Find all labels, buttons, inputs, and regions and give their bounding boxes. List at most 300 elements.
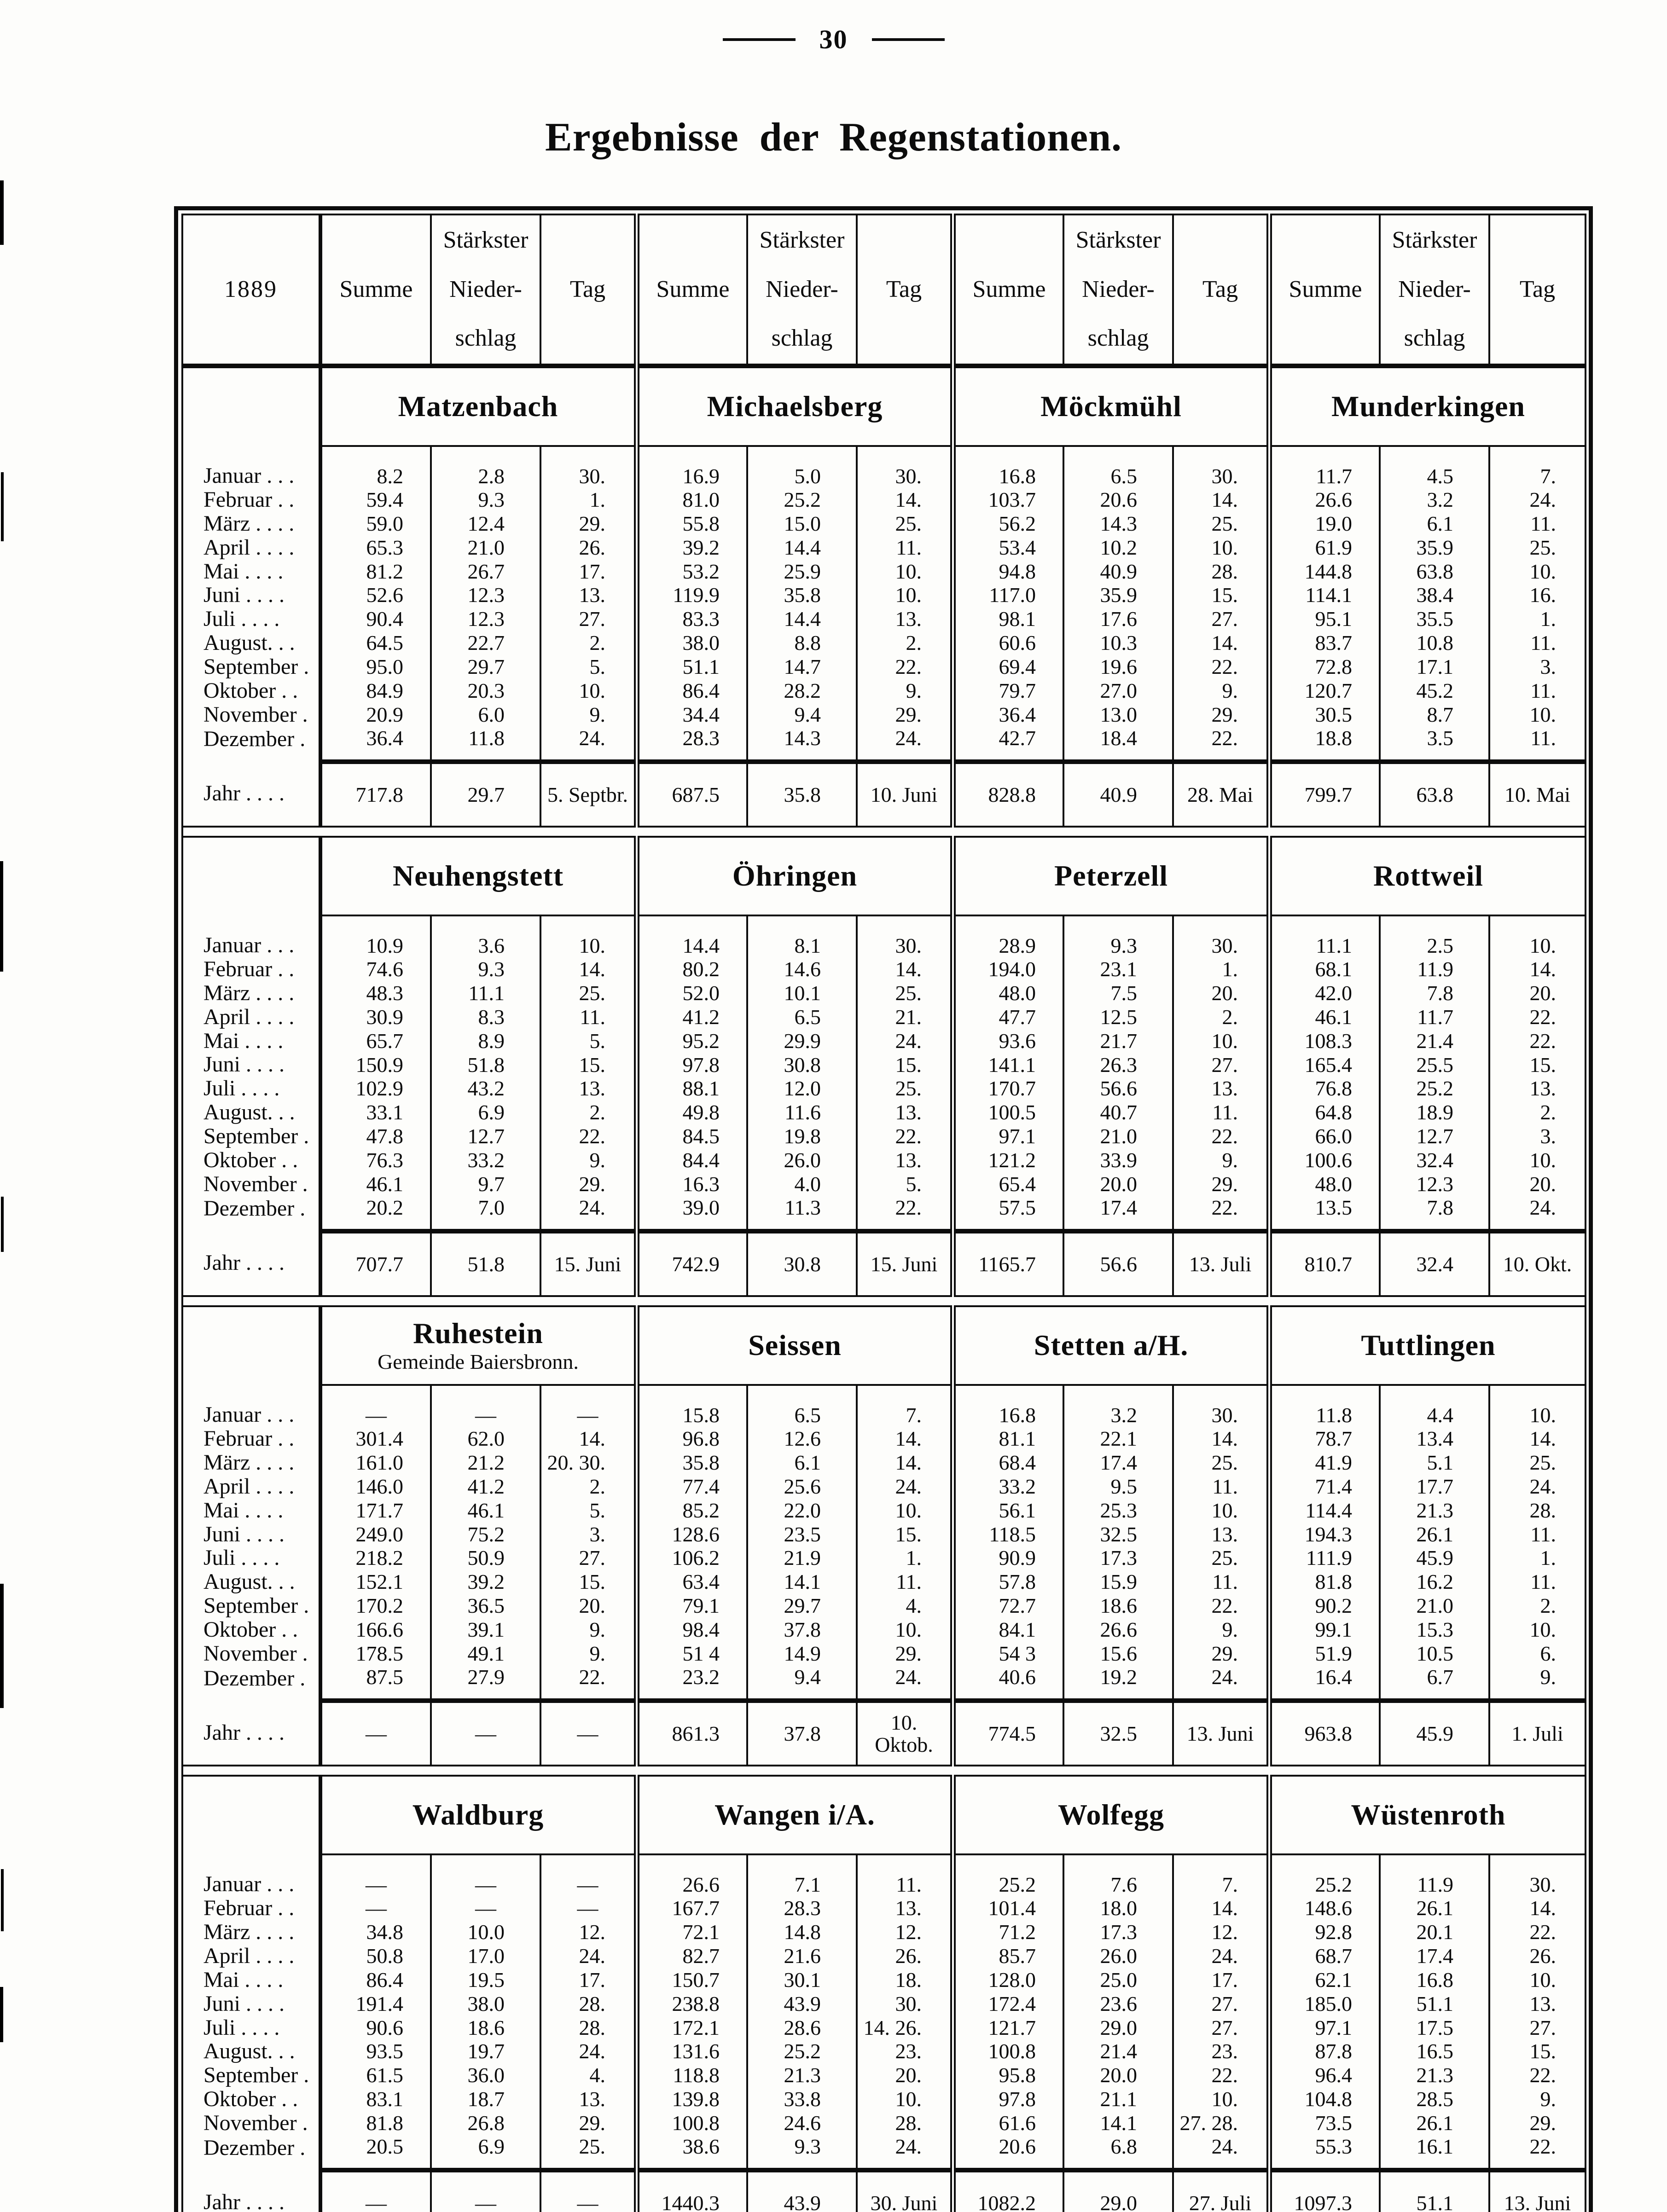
niederschlag-cell: 32.4 xyxy=(1380,1148,1489,1172)
month-label: Juli . . . . xyxy=(182,1546,320,1570)
tag-cell: 25. xyxy=(1489,536,1586,560)
summe-cell: 167.7 xyxy=(637,1896,747,1920)
niederschlag-header-line: schlag xyxy=(771,325,833,352)
niederschlag-header-line: Nieder- xyxy=(449,276,522,302)
niederschlag-cell: 6.5 xyxy=(747,1385,857,1427)
summe-cell: 25.2 xyxy=(1269,1854,1380,1896)
tag-cell: 20. xyxy=(1489,981,1586,1005)
niederschlag-cell: 14.4 xyxy=(747,536,857,560)
tag-cell: 28. xyxy=(1173,560,1269,584)
niederschlag-cell: 51.1 xyxy=(1380,1992,1489,2016)
summe-cell: 28.9 xyxy=(953,915,1063,957)
niederschlag-cell: 10.5 xyxy=(1380,1642,1489,1666)
jahr-tag-cell: 10. Mai xyxy=(1489,762,1586,827)
jahr-niederschlag-cell: 29.7 xyxy=(431,762,540,827)
niederschlag-cell: 19.8 xyxy=(747,1124,857,1148)
niederschlag-cell: 11.3 xyxy=(747,1196,857,1231)
niederschlag-cell: 18.9 xyxy=(1380,1100,1489,1124)
month-label: Dezember . xyxy=(182,1666,320,1701)
summe-cell: 118.8 xyxy=(637,2063,747,2087)
summe-cell: 16.3 xyxy=(637,1172,747,1196)
niederschlag-cell: 18.7 xyxy=(431,2087,540,2111)
station-name-row xyxy=(182,1306,1586,1385)
month-label: August. . . xyxy=(182,1100,320,1124)
tag-cell: 15. xyxy=(857,1053,953,1077)
station-row-spacer xyxy=(182,1776,320,1854)
tag-cell: 27. xyxy=(540,1546,637,1570)
jahr-niederschlag-cell: 32.4 xyxy=(1380,1231,1489,1296)
niederschlag-cell: 24.6 xyxy=(747,2111,857,2135)
tag-cell: 29. xyxy=(1173,703,1269,727)
station-row-spacer xyxy=(182,837,320,915)
niederschlag-cell: 3.5 xyxy=(1380,727,1489,762)
tag-cell: 5. xyxy=(857,1172,953,1196)
data-row xyxy=(182,2111,1586,2135)
niederschlag-cell: 3.2 xyxy=(1063,1385,1173,1427)
niederschlag-cell: 9.3 xyxy=(1063,915,1173,957)
niederschlag-cell: 14.3 xyxy=(1063,512,1173,536)
scan-artifact xyxy=(0,1987,3,2042)
jahr-tag-cell: 13. Juni xyxy=(1173,1701,1269,1766)
data-row xyxy=(182,1968,1586,1992)
tag-cell: — xyxy=(540,1896,637,1920)
data-row xyxy=(182,1992,1586,2016)
summe-cell: 38.6 xyxy=(637,2135,747,2170)
tag-cell: 14. xyxy=(1173,1896,1269,1920)
niederschlag-cell: 30.1 xyxy=(747,1968,857,1992)
summe-cell: 118.5 xyxy=(953,1523,1063,1546)
data-row xyxy=(182,1666,1586,1701)
niederschlag-header-line: Stärkster xyxy=(443,227,529,253)
tag-cell: 24. xyxy=(1489,488,1586,512)
summe-cell: 86.4 xyxy=(637,679,747,703)
data-row xyxy=(182,2087,1586,2111)
tag-cell: 23. xyxy=(1173,2039,1269,2063)
tag-cell: 9. xyxy=(1489,1666,1586,1701)
tag-cell: 2. xyxy=(540,631,637,655)
niederschlag-cell: 21.4 xyxy=(1063,2039,1173,2063)
summe-cell: 57.8 xyxy=(953,1570,1063,1594)
niederschlag-cell: 19.5 xyxy=(431,1968,540,1992)
tag-cell: 20. xyxy=(1173,981,1269,1005)
rain-stations-table-frame xyxy=(174,206,1593,2212)
niederschlag-cell: 5.0 xyxy=(747,446,857,488)
summe-cell: 83.7 xyxy=(1269,631,1380,655)
tag-cell: 10. xyxy=(857,1618,953,1642)
summe-cell: 42.7 xyxy=(953,727,1063,762)
station-name: Wolfegg xyxy=(1058,1798,1164,1831)
month-label: Februar . . xyxy=(182,1427,320,1451)
tag-cell: 10. xyxy=(1489,703,1586,727)
tag-cell: 17. xyxy=(1173,1968,1269,1992)
block-separator xyxy=(182,1296,1586,1306)
summe-cell: 114.4 xyxy=(1269,1499,1380,1523)
month-label: Januar . . . xyxy=(182,446,320,488)
summe-cell: 82.7 xyxy=(637,1944,747,1968)
tag-cell: 30. xyxy=(540,446,637,488)
niederschlag-cell: 7.6 xyxy=(1063,1854,1173,1896)
month-label: April . . . . xyxy=(182,1005,320,1029)
summe-cell: 141.1 xyxy=(953,1053,1063,1077)
summe-cell: 41.9 xyxy=(1269,1451,1380,1475)
summe-cell: 191.4 xyxy=(355,1992,403,2015)
niederschlag-header-line: Stärkster xyxy=(759,227,845,253)
niederschlag-cell: 7.8 xyxy=(1380,1196,1489,1231)
tag-cell: 20. 30. xyxy=(540,1451,637,1475)
summe-cell: 114.1 xyxy=(1269,583,1380,607)
month-label: Oktober . . xyxy=(182,679,320,703)
niederschlag-cell: 9.3 xyxy=(431,488,540,512)
summe-cell: 35.8 xyxy=(637,1451,747,1475)
summe-cell: 79.7 xyxy=(953,679,1063,703)
summe-cell: 172.1 xyxy=(637,2016,747,2040)
summe-cell: 166.6 xyxy=(355,1618,403,1642)
tag-cell: 13. xyxy=(540,1077,637,1100)
niederschlag-cell: 63.8 xyxy=(1380,560,1489,584)
niederschlag-cell: 21.7 xyxy=(1063,1029,1173,1053)
tag-cell: 10. xyxy=(857,560,953,584)
summe-cell: 59.0 xyxy=(366,511,403,535)
niederschlag-header-line: Stärkster xyxy=(1392,227,1477,253)
niederschlag-cell: 19.2 xyxy=(1063,1666,1173,1701)
data-row xyxy=(182,1546,1586,1570)
tag-cell: 22. xyxy=(540,1666,637,1701)
niederschlag-cell: 38.0 xyxy=(431,1992,540,2016)
jahr-niederschlag-cell: 29.0 xyxy=(1063,2170,1173,2212)
tag-cell: 22. xyxy=(1173,727,1269,762)
niederschlag-cell: 7.0 xyxy=(431,1196,540,1231)
summe-cell: 144.8 xyxy=(1269,560,1380,584)
summe-cell: 94.8 xyxy=(953,560,1063,584)
data-row xyxy=(182,631,1586,655)
month-label: Januar . . . xyxy=(182,1385,320,1427)
tag-cell: 1. xyxy=(857,1546,953,1570)
tag-cell: 9. xyxy=(540,1642,637,1666)
data-row xyxy=(182,1523,1586,1546)
tag-cell: 26. xyxy=(857,1944,953,1968)
niederschlag-cell: 21.2 xyxy=(431,1451,540,1475)
niederschlag-cell: 25.9 xyxy=(747,560,857,584)
niederschlag-cell: 2.8 xyxy=(431,446,540,488)
summe-header: Summe xyxy=(637,214,747,366)
station-header xyxy=(637,366,953,446)
tag-cell: 24. xyxy=(857,1475,953,1499)
niederschlag-cell: 7.1 xyxy=(747,1854,857,1896)
niederschlag-cell: 26.1 xyxy=(1380,2111,1489,2135)
tag-cell: 10. xyxy=(1489,915,1586,957)
data-row xyxy=(182,512,1586,536)
summe-cell: 85.2 xyxy=(637,1499,747,1523)
tag-cell: 22. xyxy=(540,1124,637,1148)
tag-cell: — xyxy=(540,1854,637,1896)
data-row xyxy=(182,1570,1586,1594)
month-label: April . . . . xyxy=(182,536,320,560)
summe-cell: 11.1 xyxy=(1269,915,1380,957)
data-row xyxy=(182,607,1586,631)
summe-cell: 72.7 xyxy=(953,1594,1063,1618)
summe-cell: 47.7 xyxy=(953,1005,1063,1029)
jahr-niederschlag-cell: 30.8 xyxy=(747,1231,857,1296)
niederschlag-cell: 25.3 xyxy=(1063,1499,1173,1523)
niederschlag-cell: 8.7 xyxy=(1380,703,1489,727)
tag-cell: 29. xyxy=(1173,1642,1269,1666)
tag-cell: 29. xyxy=(1489,2111,1586,2135)
jahr-label: Jahr . . . . xyxy=(182,1701,320,1766)
tag-cell: 9. xyxy=(540,703,637,727)
station-header xyxy=(1269,1776,1586,1854)
tag-cell: 30. xyxy=(857,446,953,488)
data-row xyxy=(182,560,1586,584)
tag-cell: 24. xyxy=(1489,1196,1586,1231)
summe-cell: 61.5 xyxy=(366,2063,403,2087)
jahr-summe-cell: 1440.3 xyxy=(637,2170,747,2212)
month-label: März . . . . xyxy=(182,1451,320,1475)
tag-cell: 28. xyxy=(1489,1499,1586,1523)
niederschlag-cell: 16.2 xyxy=(1380,1570,1489,1594)
tag-cell: 27. xyxy=(1173,607,1269,631)
tag-cell: 24. xyxy=(857,727,953,762)
summe-cell: 59.4 xyxy=(366,487,403,511)
niederschlag-cell: 43.9 xyxy=(747,1992,857,2016)
niederschlag-cell: 39.1 xyxy=(431,1618,540,1642)
summe-cell: 90.4 xyxy=(366,607,403,631)
niederschlag-cell: 18.6 xyxy=(1063,1594,1173,1618)
block-separator-cell xyxy=(182,1296,1586,1306)
summe-cell: 64.8 xyxy=(1269,1100,1380,1124)
summe-cell: 84.9 xyxy=(366,679,403,703)
station-row-spacer xyxy=(182,366,320,446)
tag-cell: 30. xyxy=(1173,915,1269,957)
month-label: August. . . xyxy=(182,631,320,655)
tag-cell: 14. xyxy=(857,957,953,981)
page-header xyxy=(0,24,1667,55)
niederschlag-cell: 22.1 xyxy=(1063,1427,1173,1451)
station-name: Ruhestein xyxy=(413,1317,543,1350)
tag-cell: 1. xyxy=(1489,607,1586,631)
niederschlag-cell: 35.8 xyxy=(747,583,857,607)
tag-cell: 20. xyxy=(1489,1172,1586,1196)
summe-cell: 249.0 xyxy=(355,1522,403,1546)
niederschlag-cell: 26.6 xyxy=(1063,1618,1173,1642)
summe-cell: 16.8 xyxy=(953,446,1063,488)
month-label: Oktober . . xyxy=(182,1618,320,1642)
summe-cell: 55.8 xyxy=(637,512,747,536)
tag-cell: 14. xyxy=(1489,957,1586,981)
jahr-summe-cell: 1097.3 xyxy=(1269,2170,1380,2212)
summe-cell: 33.1 xyxy=(366,1100,403,1124)
data-row xyxy=(182,981,1586,1005)
summe-cell: 148.6 xyxy=(1269,1896,1380,1920)
summe-cell: 61.6 xyxy=(953,2111,1063,2135)
summe-cell: 39.0 xyxy=(637,1196,747,1231)
tag-cell: 11. xyxy=(1489,1570,1586,1594)
niederschlag-cell: — xyxy=(431,1896,540,1920)
niederschlag-cell: 40.9 xyxy=(1063,560,1173,584)
summe-cell: 56.2 xyxy=(953,512,1063,536)
data-row xyxy=(182,1944,1586,1968)
niederschlag-cell: 3.2 xyxy=(1380,488,1489,512)
summe-cell: 25.2 xyxy=(953,1854,1063,1896)
tag-cell: 10. xyxy=(1489,1968,1586,1992)
niederschlag-cell: 18.4 xyxy=(1063,727,1173,762)
summe-cell: 10.9 xyxy=(366,933,403,957)
summe-cell: 20.5 xyxy=(366,2135,403,2159)
jahr-row xyxy=(182,1701,1586,1766)
jahr-summe-cell: 799.7 xyxy=(1269,762,1380,827)
data-row xyxy=(182,2039,1586,2063)
tag-cell: 22. xyxy=(1489,1029,1586,1053)
month-label: Dezember . xyxy=(182,1196,320,1231)
niederschlag-cell: 14.3 xyxy=(747,727,857,762)
summe-cell: 19.0 xyxy=(1269,512,1380,536)
data-row xyxy=(182,1077,1586,1100)
tag-cell: 9. xyxy=(540,1618,637,1642)
data-row xyxy=(182,446,1586,488)
month-label: März . . . . xyxy=(182,512,320,536)
summe-cell: 71.4 xyxy=(1269,1475,1380,1499)
station-subtitle: Gemeinde Baiersbronn. xyxy=(378,1349,579,1373)
data-row xyxy=(182,915,1586,957)
niederschlag-cell: 4.5 xyxy=(1380,446,1489,488)
tag-cell: 10. xyxy=(857,2087,953,2111)
month-label: Januar . . . xyxy=(182,1854,320,1896)
station-name: Neuhengstett xyxy=(392,859,564,892)
month-label: Februar . . xyxy=(182,1896,320,1920)
summe-cell: 111.9 xyxy=(1269,1546,1380,1570)
block-separator-cell xyxy=(182,827,1586,837)
niederschlag-cell: 29.0 xyxy=(1063,2016,1173,2040)
tag-cell: 27. xyxy=(540,607,637,631)
data-row xyxy=(182,727,1586,762)
summe-cell: 15.8 xyxy=(637,1385,747,1427)
block-separator xyxy=(182,827,1586,837)
jahr-tag-cell: 10. Okt. xyxy=(1489,1231,1586,1296)
station-name: Michaelsberg xyxy=(707,390,883,423)
niederschlag-cell: 17.7 xyxy=(1380,1475,1489,1499)
tag-cell: 29. xyxy=(540,512,637,536)
station-header xyxy=(1269,366,1586,446)
niederschlag-cell: 14.1 xyxy=(1063,2111,1173,2135)
niederschlag-header xyxy=(1063,214,1173,366)
niederschlag-cell: 45.9 xyxy=(1380,1546,1489,1570)
summe-cell: — xyxy=(366,1873,387,1896)
niederschlag-cell: 11.8 xyxy=(431,727,540,762)
jahr-tag-cell: 15. Juni xyxy=(857,1231,953,1296)
month-label: August. . . xyxy=(182,2039,320,2063)
summe-cell: 16.8 xyxy=(953,1385,1063,1427)
month-label: Mai . . . . xyxy=(182,560,320,584)
niederschlag-cell: 9.3 xyxy=(431,957,540,981)
niederschlag-cell: 29.7 xyxy=(431,655,540,679)
data-row xyxy=(182,1451,1586,1475)
tag-cell: 22. xyxy=(1173,1124,1269,1148)
data-row xyxy=(182,703,1586,727)
niederschlag-cell: 21.0 xyxy=(431,536,540,560)
data-row xyxy=(182,1896,1586,1920)
tag-cell: 2. xyxy=(1173,1005,1269,1029)
month-label: November . xyxy=(182,1172,320,1196)
niederschlag-cell: 8.9 xyxy=(431,1029,540,1053)
summe-cell: 120.7 xyxy=(1269,679,1380,703)
niederschlag-cell: 12.0 xyxy=(747,1077,857,1100)
tag-cell: 10. xyxy=(1489,560,1586,584)
tag-cell: 25. xyxy=(1173,1546,1269,1570)
station-header xyxy=(953,1776,1269,1854)
summe-cell: 14.4 xyxy=(637,915,747,957)
jahr-tag-cell: 10. Juni xyxy=(857,762,953,827)
niederschlag-cell: 36.5 xyxy=(431,1594,540,1618)
summe-cell: — xyxy=(366,1896,387,1920)
niederschlag-cell: 26.0 xyxy=(1063,1944,1173,1968)
station-name: Waldburg xyxy=(412,1798,544,1831)
niederschlag-cell: 29.9 xyxy=(747,1029,857,1053)
tag-cell: 13. xyxy=(1489,1992,1586,2016)
scan-artifact xyxy=(0,180,4,245)
niederschlag-cell: 10.1 xyxy=(747,981,857,1005)
month-label: Oktober . . xyxy=(182,2087,320,2111)
jahr-tag-cell: 13. Juli xyxy=(1173,1231,1269,1296)
tag-cell: 5. xyxy=(540,1029,637,1053)
station-name: Rottweil xyxy=(1373,859,1484,892)
summe-cell: 90.2 xyxy=(1269,1594,1380,1618)
jahr-summe-cell: 742.9 xyxy=(637,1231,747,1296)
tag-cell: 14. xyxy=(857,488,953,512)
summe-cell: 48.0 xyxy=(953,981,1063,1005)
jahr-row xyxy=(182,762,1586,827)
summe-cell: 56.1 xyxy=(953,1499,1063,1523)
tag-cell: 30. xyxy=(857,1992,953,2016)
summe-cell: 23.2 xyxy=(637,1666,747,1701)
niederschlag-cell: 26.8 xyxy=(431,2111,540,2135)
niederschlag-header-line: schlag xyxy=(1404,325,1465,352)
scan-artifact xyxy=(0,1584,4,1708)
summe-cell: 93.5 xyxy=(366,2039,403,2063)
summe-cell: 18.8 xyxy=(1269,727,1380,762)
jahr-niederschlag-cell: 45.9 xyxy=(1380,1701,1489,1766)
tag-cell: 25. xyxy=(1489,1451,1586,1475)
niederschlag-cell: 33.8 xyxy=(747,2087,857,2111)
summe-cell: 98.4 xyxy=(637,1618,747,1642)
niederschlag-cell: 21.1 xyxy=(1063,2087,1173,2111)
tag-cell: 11. xyxy=(1173,1570,1269,1594)
summe-cell: 108.3 xyxy=(1269,1029,1380,1053)
niederschlag-cell: 41.2 xyxy=(431,1475,540,1499)
niederschlag-cell: 12.3 xyxy=(431,583,540,607)
summe-cell: 36.4 xyxy=(366,726,403,750)
station-header xyxy=(953,1306,1269,1385)
station-name: Munderkingen xyxy=(1331,390,1525,423)
summe-cell: 218.2 xyxy=(355,1546,403,1570)
jahr-tag-cell: 15. Juni xyxy=(540,1231,637,1296)
tag-cell: 29. xyxy=(1173,1172,1269,1196)
station-name: Wangen i/A. xyxy=(714,1798,875,1831)
niederschlag-header-line: Stärkster xyxy=(1075,227,1161,253)
niederschlag-cell: 16.8 xyxy=(1380,1968,1489,1992)
tag-cell: 15. xyxy=(1489,2039,1586,2063)
month-label: September . xyxy=(182,1124,320,1148)
niederschlag-cell: 21.9 xyxy=(747,1546,857,1570)
summe-cell: 96.8 xyxy=(637,1427,747,1451)
niederschlag-cell: 28.5 xyxy=(1380,2087,1489,2111)
niederschlag-cell: 35.5 xyxy=(1380,607,1489,631)
niederschlag-header-line: schlag xyxy=(455,325,517,352)
tag-cell: 12. xyxy=(1173,1920,1269,1944)
jahr-summe-cell: 861.3 xyxy=(637,1701,747,1766)
summe-cell: 119.9 xyxy=(637,583,747,607)
summe-cell: 77.4 xyxy=(637,1475,747,1499)
summe-cell: 61.9 xyxy=(1269,536,1380,560)
tag-cell: 17. xyxy=(540,1968,637,1992)
